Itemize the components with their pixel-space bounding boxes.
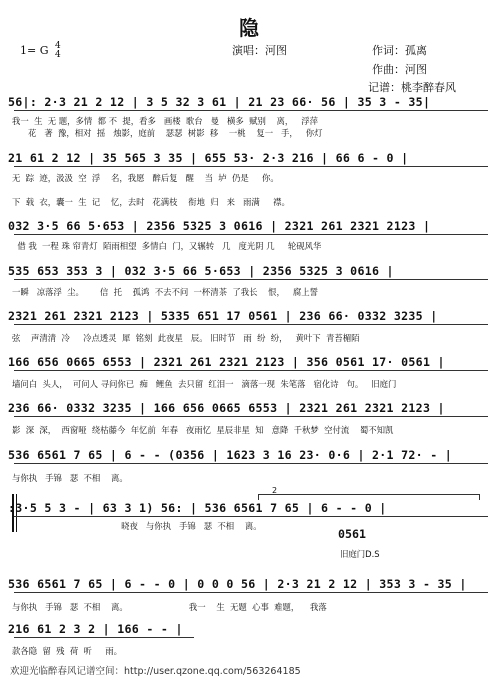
- score-line-6-lyric-1: 墙问白 头人， 可问人 寻问你已 痴 鲤鱼 去只留 红泪一 滴落一现 朱笔落 宿化诗 句。 旧庭门: [12, 379, 397, 389]
- beam-line: [14, 637, 194, 639]
- time-signature: [55, 42, 61, 60]
- score-line-7-lyric-1: 影 深 深， 西窗哑 绕枯藤今 年忆前 年春 夜雨忆 星辰非星 知 意降 千秋梦 空付流 蜀不知凯: [12, 425, 394, 435]
- score-line-11-lyric-1: 款各隐 留 残 荷 听 雨。: [12, 646, 122, 656]
- score-line-4-notes: 535 653 353 3 | 032 3·5 66 5·653 | 2356 5325 3 0616 |: [8, 264, 394, 278]
- score-line-7-notes: 236 66· 0332 3235 | 166 656 0665 6553 | 2321 261 2321 2123 |: [8, 401, 445, 415]
- lyricist-credit: 作词：孤离: [372, 44, 427, 57]
- footer-credit: 欢迎光临醉春风记谱空间：http://user.qzone.qq.com/563264185: [10, 666, 301, 677]
- score-line-1-lyric-1: 我一 生 无 题，多情 都 不 提，看多 画楼 歌台 曼 横多 赋别 离， 浮萍: [12, 116, 318, 126]
- beam-line: [14, 234, 488, 236]
- composer-credit: 作曲：河图: [372, 63, 427, 76]
- key-label: 1= G: [20, 44, 49, 57]
- transcriber-credit: 记谱：桃李醉春风: [368, 81, 456, 94]
- score-line-4-lyric-1: 一瞬 凉落浮 尘。 信 托 孤鸿 不去不问 一杯清茶 了我长 恨， 腐上誓: [12, 287, 318, 297]
- score-line-9-notes: :3·5 5 3 - | 63 3 1) 56: | 536 6561 7 65 | 6 - - 0 |: [8, 501, 387, 515]
- score-line-5-lyric-1: 弦 声清清 冷 冷点透灵 犀 铭刻 此夜星 辰。 旧时节 雨 纷 纷， 黄叶下 青苔楣陌: [12, 333, 360, 343]
- score-line-1-lyric-2: 花 著 豫，相对 摇 烛影，庭前 瑟瑟 树影 移 一桃 复一 手， 你灯: [12, 128, 323, 138]
- ending-bracket: [258, 494, 480, 500]
- beam-line: [14, 166, 488, 168]
- ds-label: 旧庭门D.S: [340, 549, 380, 559]
- score-line-8-lyric-1: 与你执 手锦 瑟 不相 离。: [12, 473, 128, 483]
- score-line-3-notes: 032 3·5 66 5·653 | 2356 5325 3 0616 | 2321 261 2321 2123 |: [8, 219, 431, 233]
- score-line-10-notes: 536 6561 7 65 | 6 - - 0 | 0 0 0 56 | 2·3 21 2 12 | 353 3 - 35 |: [8, 577, 467, 591]
- song-title: 隐: [239, 16, 261, 40]
- score-line-3-lyric-1: 借 我 一程 珠 帘青灯 陌雨相望 多情白 门，又辗转 几 度光阴 几 轮砚风华: [12, 241, 322, 251]
- beam-line: [14, 110, 488, 112]
- ending-number: 2: [272, 486, 278, 495]
- score-line-6-notes: 166 656 0665 6553 | 2321 261 2321 2123 | 356 0561 17· 0561 |: [8, 355, 445, 369]
- beam-line: [14, 324, 488, 326]
- score-line-8-notes: 536 6561 7 65 | 6 - - (0356 | 1623 3 16 23· 0·6 | 2·1 72· - |: [8, 448, 453, 462]
- score-line-5-notes: 2321 261 2321 2123 | 5335 651 17 0561 | 236 66· 0332 3235 |: [8, 309, 438, 323]
- beam-line: [14, 516, 488, 518]
- score-line-2-lyric-1: 无 踪 迹，汲汲 空 浮 名，我愿 醉后复 醒 当 垆 仍是 你。: [12, 173, 279, 183]
- score-line-2-notes: 21 61 2 12 | 35 565 3 35 | 655 53· 2·3 216 | 66 6 - 0 |: [8, 151, 409, 165]
- beam-line: [14, 370, 488, 372]
- score-line-2-lyric-2: 下 载 衣，囊一 生 记 忆，去时 花满枝 衔地 归 来 雨满 襟。: [12, 197, 290, 207]
- beam-line: [14, 416, 488, 418]
- key-signature: [20, 42, 61, 60]
- score-line-11-notes: 216 61 2 3 2 | 166 - - |: [8, 622, 183, 636]
- ds-notes: 0561: [338, 527, 366, 541]
- beam-line: [14, 279, 488, 281]
- score-line-9-lyric-1: 晓夜 与你执 手锦 瑟 不相 离。: [12, 521, 262, 531]
- beam-line: [14, 592, 488, 594]
- score-line-1-notes: 56|: 2·3 21 2 12 | 3 5 32 3 61 | 21 23 66· 56 | 35 3 - 35|: [8, 95, 431, 109]
- score-line-10-lyric-1: 与你执 手锦 瑟 不相 离。 我一 生 无题 心事 难题， 我落: [12, 602, 327, 612]
- time-signature-top: 4: [55, 41, 61, 51]
- beam-line: [14, 463, 488, 465]
- singer-credit: 演唱：河图: [232, 44, 287, 57]
- time-signature-bottom: 4: [55, 50, 61, 60]
